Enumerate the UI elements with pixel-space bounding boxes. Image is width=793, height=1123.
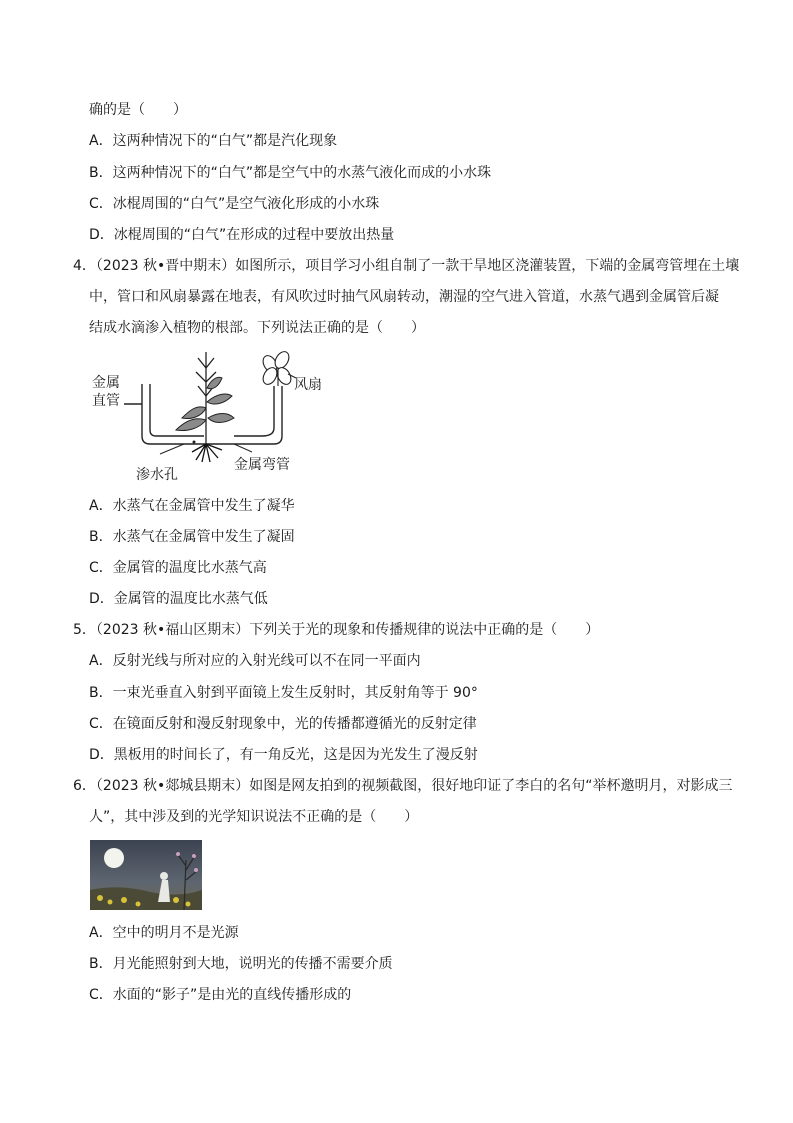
q5-option-a: A．反射光线与所对应的入射光线可以不在同一平面内 [89,653,421,669]
label-metal-bent-tube: 金属弯管 [234,457,290,473]
q5-option-c: C．在镜面反射和漫反射现象中，光的传播都遵循光的反射定律 [89,716,477,732]
q4-stem-line-1: 4．（2023 秋•晋中期末）如图所示，项目学习小组自制了一款干旱地区浇灌装置，下端的金属弯管埋在土壤 [73,258,740,274]
moon-video-screenshot [90,840,202,910]
q3-stem-continuation: 确的是（ ） [89,102,187,118]
q3-option-d: D．冰棍周围的“白气”在形成的过程中要放出热量 [89,227,395,243]
q3-option-b: B．这两种情况下的“白气”都是空气中的水蒸气液化而成的小水珠 [89,165,492,181]
q5-stem-line-1: 5．（2023 秋•福山区期末）下列关于光的现象和传播规律的说法中正确的是（ ） [73,622,600,638]
fan-icon [260,349,293,387]
q4-option-b: B．水蒸气在金属管中发生了凝固 [89,529,295,545]
q4-option-d: D．金属管的温度比水蒸气低 [89,591,268,607]
q6-option-a: A．空中的明月不是光源 [89,925,239,941]
moon-scene-image [90,840,202,910]
seepage-hole-dot [193,441,196,444]
moon [104,848,124,868]
q3-option-a: A．这两种情况下的“白气”都是汽化现象 [89,133,338,149]
q4-option-c: C．金属管的温度比水蒸气高 [89,560,267,576]
label-seepage-hole: 渗水孔 [136,467,178,483]
q5-option-d: D．黑板用的时间长了，有一角反光，这是因为光发生了漫反射 [89,747,478,763]
q5-option-b: B．一束光垂直入射到平面镜上发生反射时，其反射角等于 90° [89,685,478,701]
q4-stem-line-2: 中，管口和风扇暴露在地表，有风吹过时抽气风扇转动，潮湿的空气进入管道，水蒸气遇到金属管后凝 [89,289,719,305]
q6-stem-line-1: 6．（2023 秋•郯城县期末）如图是网友拍到的视频截图，很好地印证了李白的名句“举杯邀明月，对影成三 [73,778,733,794]
irrigation-diagram [84,348,344,488]
q6-option-b: B．月光能照射到大地，说明光的传播不需要介质 [89,956,393,972]
q4-stem-line-3: 结成水滴渗入植物的根部。下列说法正确的是（ ） [89,320,425,336]
q6-option-c: C．水面的“影子”是由光的直线传播形成的 [89,987,352,1003]
q4-option-a: A．水蒸气在金属管中发生了凝华 [89,498,295,514]
q6-stem-line-2: 人”，其中涉及到的光学知识说法不正确的是（ ） [89,809,419,825]
label-metal-straight-1: 金属 [92,375,120,391]
irrigation-device-figure [84,348,344,488]
q3-option-c: C．冰棍周围的“白气”是空气液化形成的小水珠 [89,196,380,212]
label-metal-straight-2: 直管 [92,393,120,409]
label-fan: 风扇 [294,377,322,393]
